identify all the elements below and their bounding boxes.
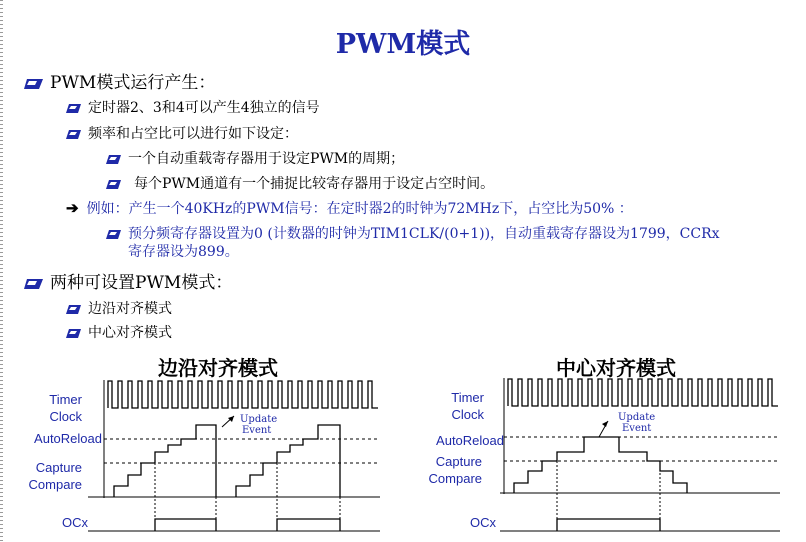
list-item-text: 定时器2、3和4可以产生4独立的信号	[88, 100, 320, 116]
update-label: Update	[618, 412, 656, 423]
timer-label: Timer	[49, 392, 82, 407]
ocx-label: OCx	[62, 515, 88, 530]
autoreload-label: AutoReload	[436, 433, 504, 448]
list-item-text: 频率和占空比可以进行如下设定：	[88, 126, 298, 142]
autoreload-label: AutoReload	[34, 431, 102, 446]
compare-label: Compare	[28, 477, 82, 492]
arrow-right-icon: ➔	[66, 199, 79, 217]
capture-label: Capture	[435, 454, 482, 469]
clock-waveform	[508, 379, 778, 406]
sub-list-item-text: 每个PWM通道有一个捕捉比较寄存器用于设定占空时间。	[134, 176, 495, 192]
counter-up-down	[514, 437, 687, 493]
section-heading-text: PWM模式运行产生：	[50, 73, 216, 93]
update-label: Update	[240, 414, 278, 425]
example-detail-continued: 寄存器设为899。	[128, 244, 239, 260]
sub-list-item-text: 一个自动重载寄存器用于设定PWM的周期；	[128, 151, 405, 167]
clock-label: Clock	[451, 407, 484, 422]
event-label: Event	[622, 423, 652, 434]
clock-label: Clock	[49, 409, 82, 424]
ocx-waveform	[557, 519, 660, 531]
list-item-text: 中心对齐模式	[88, 325, 172, 341]
example-detail-text: 预分频寄存器设置为0 (计数器的时钟为TIM1CLK/(0+1))，自动重载寄存器设为1799，CCRx	[128, 226, 720, 242]
ocx-label: OCx	[470, 515, 496, 530]
edge-aligned-diagram-title: 边沿对齐模式	[158, 356, 278, 380]
center-aligned-diagram-title: 中心对齐模式	[556, 356, 676, 380]
section-heading-text: 两种可设置PWM模式：	[50, 273, 233, 293]
compare-label: Compare	[428, 471, 482, 486]
event-label: Event	[242, 425, 272, 436]
list-item-text: 边沿对齐模式	[88, 301, 172, 317]
slide-title: PWM模式	[335, 29, 471, 60]
example-text: 例如：产生一个40KHz的PWM信号：在定时器2的时钟为72MHz下，占空比为50% ：	[86, 201, 633, 217]
timer-label: Timer	[451, 390, 484, 405]
capture-label: Capture	[35, 460, 82, 475]
update-event-label	[618, 412, 655, 434]
